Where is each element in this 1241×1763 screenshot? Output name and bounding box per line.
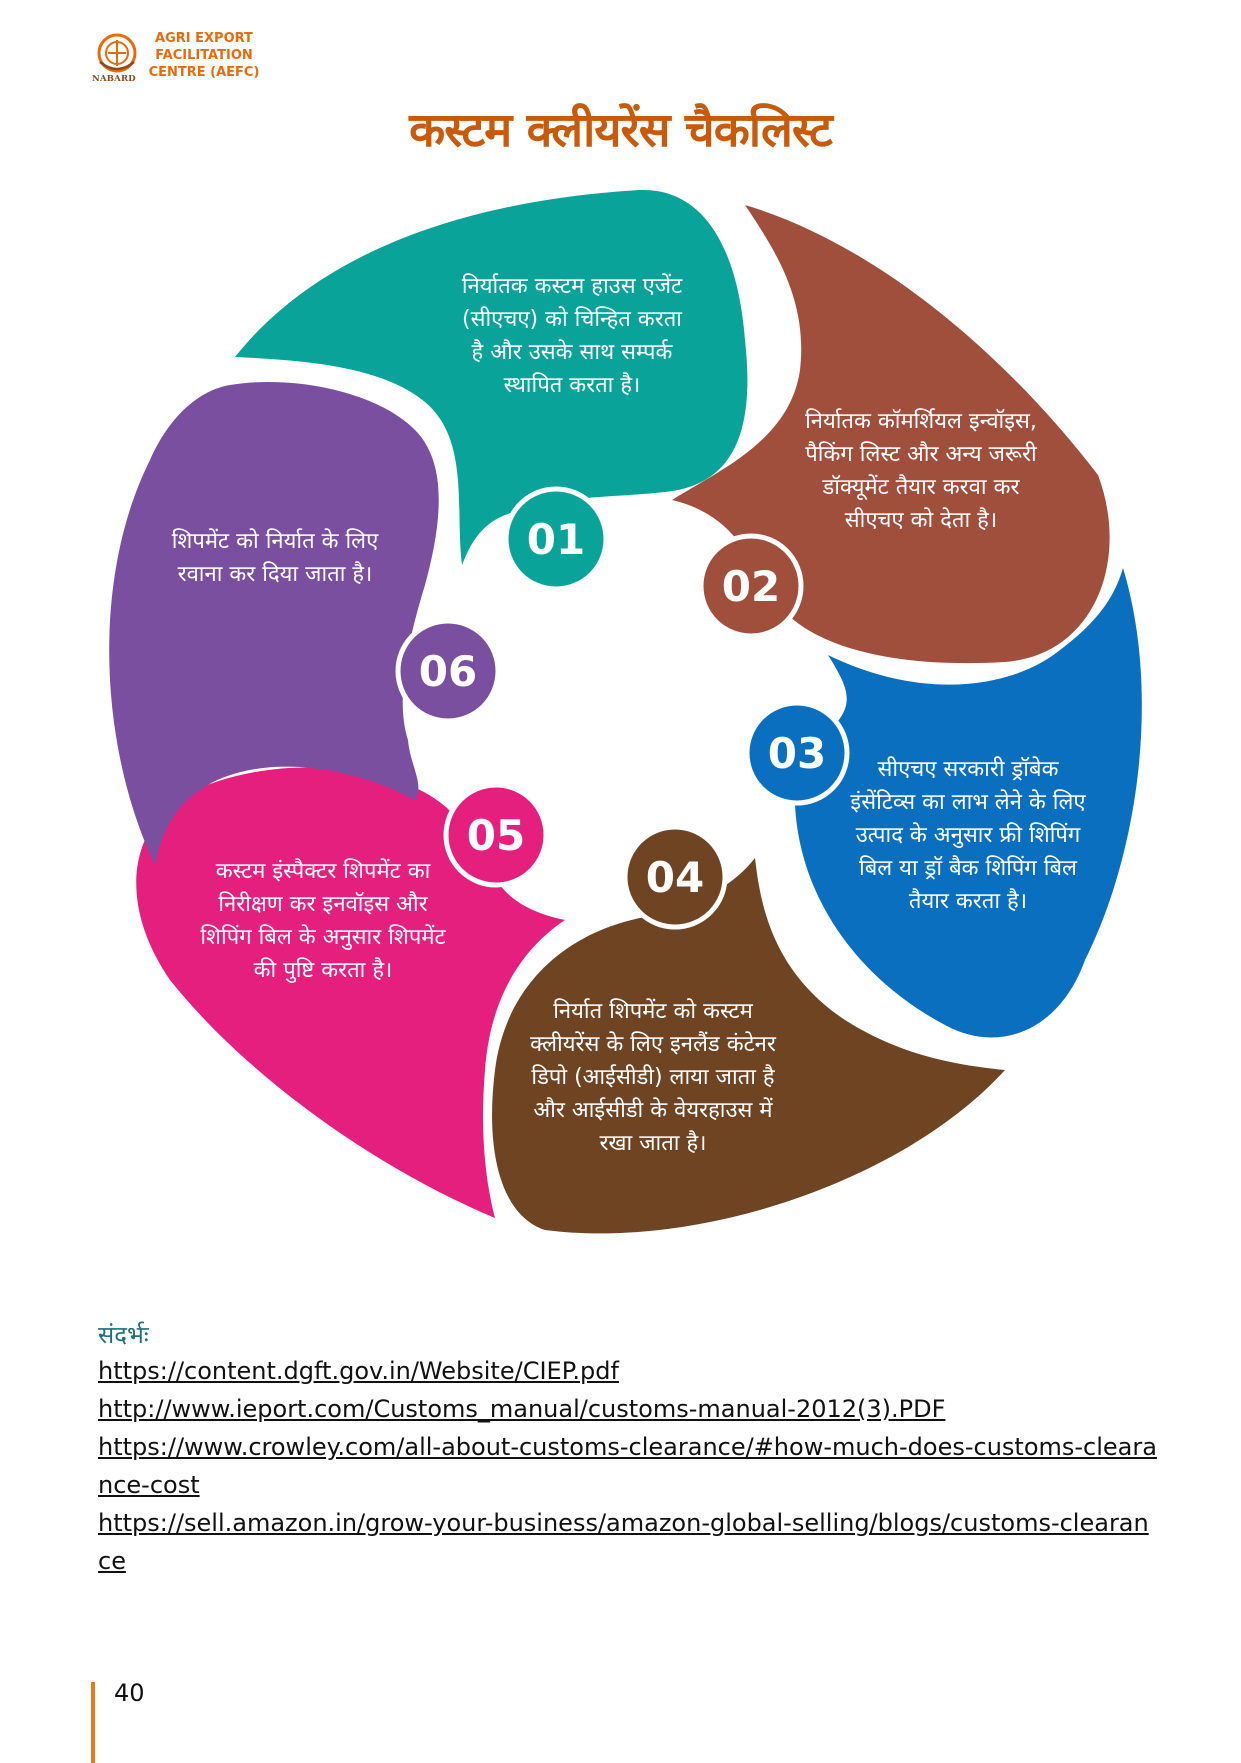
nabard-label: NABARD bbox=[92, 74, 136, 84]
step-05-badge bbox=[446, 785, 546, 885]
reference-link[interactable]: https://sell.amazon.in/grow-your-business/amazon-global-selling/blogs/customs-clearance bbox=[98, 1509, 1149, 1575]
reference-link[interactable]: https://www.crowley.com/all-about-customs-clearance/#how-much-does-customs-clearance-cost bbox=[98, 1433, 1157, 1499]
step-03-number: 03 bbox=[767, 729, 827, 778]
references-label: संदर्भः bbox=[98, 1321, 149, 1349]
step-05-number: 05 bbox=[466, 811, 526, 860]
reference-link[interactable]: http://www.ieport.com/Customs_manual/customs-manual-2012(3).PDF bbox=[98, 1395, 946, 1423]
page-title: कस्टम क्लीयरेंस चैकलिस्ट bbox=[409, 103, 832, 158]
page-number: 40 bbox=[114, 1679, 145, 1707]
page-number-bar bbox=[91, 1682, 95, 1763]
step-01-text: निर्यातक कस्टम हाउस एजेंट (सीएचए) को चिन्हित करता है और उसके साथ सम्पर्क स्थापित करता है। bbox=[461, 274, 683, 398]
step-02-text: निर्यातक कॉमर्शियल इन्वॉइस, पैकिंग लिस्ट और अन्य जरूरी डॉक्यूमेंट तैयार करवा कर सीएचए को देता है। bbox=[805, 409, 1037, 533]
step-04-text: निर्यात शिपमेंट को कस्टम क्लीयरेंस के लिए इनलैंड कंटेनर डिपो (आईसीडी) लाया जाता है और आईसीडी के वेयरहाउस में रखा जाता है। bbox=[530, 999, 776, 1156]
step-02-number: 02 bbox=[721, 562, 781, 611]
step-06-badge bbox=[398, 621, 498, 721]
step-06-number: 06 bbox=[418, 647, 478, 696]
logo-line: FACILITATION bbox=[155, 48, 253, 63]
step-01-badge bbox=[506, 489, 606, 589]
references-list bbox=[98, 1352, 1158, 1580]
logo-line: CENTRE (AEFC) bbox=[148, 65, 260, 80]
logo-line: AGRI EXPORT bbox=[155, 31, 253, 46]
step-03-text: सीएचए सरकारी ड्रॉबेक इंसेंटिव्स का लाभ लेने के लिए उत्पाद के अनुसार फ्री शिपिंग बिल या ड्रॉ बैक शिपिंग बिल तैयार करता है। bbox=[850, 757, 1086, 914]
step-04-badge bbox=[625, 827, 725, 927]
reference-link[interactable]: https://content.dgft.gov.in/Website/CIEP.pdf bbox=[98, 1357, 619, 1385]
step-04-number: 04 bbox=[645, 853, 705, 902]
step-02-badge bbox=[701, 536, 801, 636]
step-03-badge bbox=[747, 703, 847, 803]
step-06-text: शिपमेंट को निर्यात के लिए रवाना कर दिया जाता है। bbox=[171, 529, 379, 587]
step-01-number: 01 bbox=[526, 515, 586, 564]
step-05-text: कस्टम इंस्पैक्टर शिपमेंट का निरीक्षण कर इनवॉइस और शिपिंग बिल के अनुसार शिपमेंट की पुष्टि करता है। bbox=[200, 859, 446, 983]
